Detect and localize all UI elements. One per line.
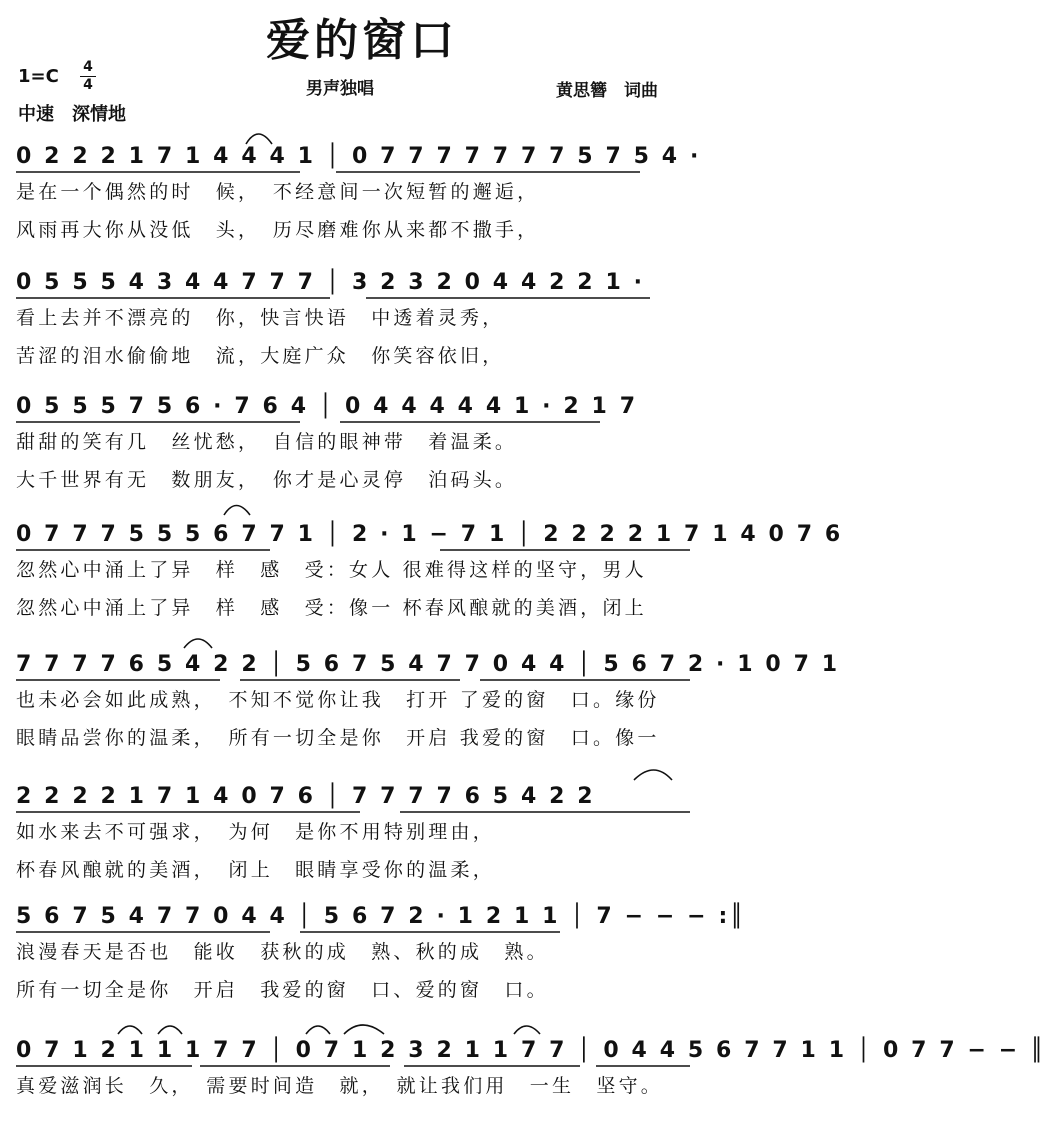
slur-mark (246, 134, 272, 144)
slur-mark (158, 1026, 182, 1034)
lyric-line: 风雨再大你从没低 头， 历尽磨难你从来都不撒手， (16, 219, 540, 241)
tempo-marking: 中速 深情地 (18, 104, 126, 125)
lyric-line: 如水来去不可强求， 为何 是你不用特别理由， (16, 821, 495, 843)
song-title: 爱的窗口 (266, 15, 458, 66)
notation-line: 7 7 7 7 6 5 4 2 2 │ 5 6 7 5 4 7 7 0 4 4 │ 5 6 7 2 · 1 0 7 1 (16, 652, 840, 677)
notation-line: 2 2 2 2 1 7 1 4 0 7 6 │ 7 7 7 7 6 5 4 2 2 (16, 784, 596, 809)
slur-mark (306, 1026, 330, 1034)
notation-line: 0 2 2 2 1 7 1 4 4 4 1 │ 0 7 7 7 7 7 7 7 5 7 5 4 · (16, 144, 701, 169)
lyric-line: 忽然心中涌上了异 样 感 受：女人 很难得这样的坚守，男人 (16, 559, 647, 581)
notation-line: 0 5 5 5 4 3 4 4 7 7 7 │ 3 2 3 2 0 4 4 2 2 1 · (16, 270, 645, 295)
slur-mark (344, 1025, 384, 1034)
lyric-line: 是在一个偶然的时 候， 不经意间一次短暂的邂逅， (16, 181, 540, 203)
lyric-line: 真爱滋润长 久， 需要时间造 就， 就让我们用 一生 坚守。 (16, 1075, 664, 1097)
lyric-line: 大千世界有无 数朋友， 你才是心灵停 泊码头。 (16, 469, 518, 491)
composer-credit: 黄思簪 词曲 (556, 81, 658, 101)
lyric-line: 浪漫春天是否也 能收 获秋的成 熟、秋的成 熟。 (16, 941, 549, 963)
lyric-line: 眼睛品尝你的温柔， 所有一切全是你 开启 我爱的窗 口。像一 (16, 727, 660, 749)
lyric-line: 苦涩的泪水偷偷地 流，大庭广众 你笑容依旧， (16, 345, 505, 367)
slur-mark (514, 1026, 540, 1034)
time-signature-bottom: 4 (83, 77, 93, 93)
lyric-line: 也未必会如此成熟， 不知不觉你让我 打开 了爱的窗 口。缘份 (16, 689, 660, 711)
slur-mark (184, 639, 212, 648)
lyric-line: 忽然心中涌上了异 样 感 受：像一 杯春风酿就的美酒，闭上 (16, 597, 647, 619)
lyric-line: 看上去并不漂亮的 你，快言快语 中透着灵秀， (16, 307, 505, 329)
lyric-line: 甜甜的笑有几 丝忧愁， 自信的眼神带 着温柔。 (16, 431, 518, 453)
time-signature-top: 4 (83, 59, 93, 75)
notation-line: 5 6 7 5 4 7 7 0 4 4 │ 5 6 7 2 · 1 2 1 1 │ 7 − − − :║ (16, 904, 746, 929)
lyric-line: 杯春风酿就的美酒， 闭上 眼睛享受你的温柔， (16, 859, 495, 881)
notation-line: 0 7 1 2 1 1 1 7 7 │ 0 7 1 2 3 2 1 1 7 7 │ 0 4 4 5 6 7 7 1 1 │ 0 7 7 − − ║ (16, 1038, 1046, 1063)
slur-mark (118, 1026, 142, 1034)
lyric-line: 所有一切全是你 开启 我爱的窗 口、爱的窗 口。 (16, 979, 549, 1001)
key-signature: 1=C (18, 66, 59, 87)
notation-line: 0 5 5 5 7 5 6 · 7 6 4 │ 0 4 4 4 4 4 1 · 2 1 7 (16, 394, 638, 419)
slur-mark (634, 770, 672, 780)
performance-type: 男声独唱 (306, 79, 374, 99)
slur-mark (224, 506, 250, 516)
notation-line: 0 7 7 7 5 5 5 6 7 7 1 │ 2 · 1 − 7 1 │ 2 2 2 2 1 7 1 4 0 7 6 (16, 522, 843, 547)
